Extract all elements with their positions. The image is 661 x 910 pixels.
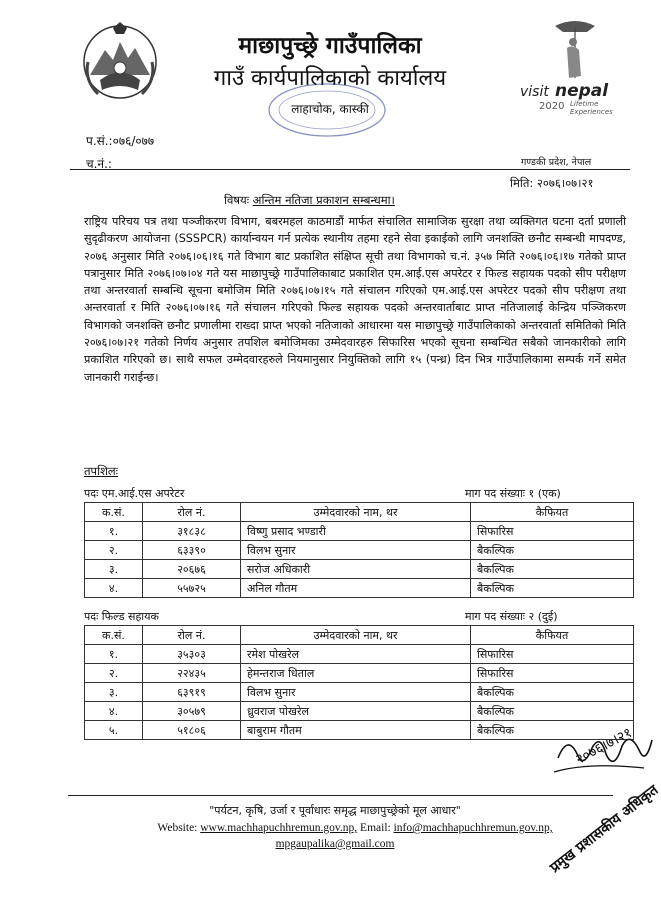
visit-logo-brand: visit	[520, 84, 549, 100]
header-divider	[70, 169, 630, 170]
cell-name: विष्णु प्रसाद भण्डारी	[241, 522, 471, 541]
website-link[interactable]: www.machhapuchhremun.gov.np,	[200, 822, 358, 834]
cell-remarks: सिफारिस	[471, 645, 634, 664]
cell-remarks: सिफारिस	[471, 522, 634, 541]
footer-motto: "पर्यटन, कृषि, उर्जा र पूर्वाधारः समृद्ध माछापुच्छ्रेको मूल आधार"	[209, 804, 461, 817]
cell-sn: ४.	[85, 579, 143, 598]
cell-sn: ३.	[85, 560, 143, 579]
letter-number: प.सं.:०७६/०७७	[86, 134, 155, 148]
subject-line	[224, 193, 395, 208]
cell-remarks: बैकल्पिक	[471, 560, 634, 579]
visit-logo-brand2: nepal	[555, 81, 609, 101]
cell-roll: ३५३०३	[143, 645, 241, 664]
cell-roll: २२४३५	[143, 664, 241, 683]
email2-link[interactable]: mpgaupalika@gmail.com	[275, 838, 395, 850]
footer-contact	[110, 822, 600, 834]
cell-name: बाबुराम गौतम	[241, 721, 471, 740]
cell-name: सरोज अधिकारी	[241, 560, 471, 579]
col-sn: क.सं.	[85, 626, 143, 645]
cell-remarks: सिफारिस	[471, 664, 634, 683]
footer-divider	[68, 795, 613, 796]
office-stamp	[265, 80, 390, 140]
visit-logo-tagline1: Lifetime	[570, 100, 599, 108]
table2-post-label: पदः फिल्ड सहायक	[84, 610, 159, 623]
table-field-assistant	[84, 625, 634, 740]
dispatch-number: च.नं.:	[86, 157, 112, 171]
col-name: उम्मेदवारको नाम, थर	[241, 626, 471, 645]
table1-demand-label: माग पद संख्याः १ (एक)	[465, 487, 561, 500]
cell-roll: ५५७२५	[143, 579, 241, 598]
cell-sn: ५.	[85, 721, 143, 740]
cell-roll: ६३३९०	[143, 541, 241, 560]
cell-sn: १.	[85, 645, 143, 664]
table-row	[85, 541, 634, 560]
table-row	[85, 664, 634, 683]
cell-remarks: बैकल्पिक	[471, 579, 634, 598]
col-sn: क.सं.	[85, 503, 143, 522]
visit-nepal-2020-logo	[515, 18, 635, 118]
cell-sn: ३.	[85, 683, 143, 702]
letter-date: मिति: २०७६।०७।२१	[510, 176, 594, 190]
cell-name: ध्रुवराज पोखरेल	[241, 702, 471, 721]
cell-name: विलभ सुनार	[241, 683, 471, 702]
body-paragraph: राष्ट्रिय परिचय पत्र तथा पञ्जीकरण विभाग, बबरमहल काठमाडौं मार्फत संचालित सामाजिक सुरक्षा तथा व्यक्तिगत घटना दर्ता प्रणाली सुदृढीकरण आयोजना (SSSPCR) कार्यान्वयन गर्न प्रत्येक स्थानीय तहमा रहने सेवा इकाईको लागि जनशक्ति छनौट सम्बन्धी मापदण्ड, २०७६ अनुसार मिति २०७६।०६।१६ गते विभाग बाट प्रकाशित संक्षिप्त सूची तथा विभागको च.नं. ३५७ मिति २०७६।०६।१७ गतेको प्राप्त पत्रानुसार मिति २०७६।०७।०४ गते यस माछापुच्छ्रे गाउँपालिकाबाट प्रकाशित एम.आई.एस अपरेटर र फिल्ड सहायक पदको सीप परीक्षण तथा अन्तरवार्ता सम्बन्धि सूचना बमोजिम मिति २०७६।०७।१५ गते संचालन गरिएको एम.आई.एस अपरेटर पदको सीप परीक्षण तथा अन्तरवार्ता र मिति २०७६।०७।१६ गते संचालन गरिएको फिल्ड सहायक पदको अन्तरवार्ताबाट प्राप्त नतिजालाई केन्द्रिय पञ्जिकरण विभागको जनशक्ति छनौट प्रणालीमा राख्दा प्राप्त भएको नतिजाको आधारमा यस माछापुच्छ्रे गाउँपालिकाको अन्तरवार्ता समितिको मिति २०७६।०७।२१ गतेको निर्णय अनुसार तपशिल बमोजिमका उम्मेदवारहरु सिफारिस भएको सूचना सम्बन्धित सबैको जानकारीको लागि प्रकाशित गरिएको छ। साथै सफल उम्मेदवारहरुले नियमानुसार नियुक्तिको लागि १५ (पन्ध्र) दिन भित्र गाउँपालिकामा सम्पर्क गर्ने समेत जानकारी गराईन्छ।	[84, 215, 626, 384]
table-row	[85, 522, 634, 541]
email-link[interactable]: info@machhapuchhremun.gov.np,	[393, 822, 553, 834]
col-remarks: कैफियत	[471, 503, 634, 522]
table-row	[85, 560, 634, 579]
table-row	[85, 702, 634, 721]
signature-date: २०७६।७।२१	[572, 724, 635, 768]
table-row	[85, 645, 634, 664]
cell-sn: १.	[85, 522, 143, 541]
table2-demand-label: माग पद संख्याः २ (दुई)	[465, 610, 558, 623]
cell-sn: २.	[85, 541, 143, 560]
cell-roll: २०६७६	[143, 560, 241, 579]
cell-sn: ४.	[85, 702, 143, 721]
table-mis-operator	[84, 502, 634, 598]
cell-name: हेमन्तराज धिताल	[241, 664, 471, 683]
col-name: उम्मेदवारको नाम, थर	[241, 503, 471, 522]
table1-post-label: पदः एम.आई.एस अपरेटर	[84, 487, 185, 500]
cell-sn: २.	[85, 664, 143, 683]
cell-remarks: बैकल्पिक	[471, 541, 634, 560]
table-header-row	[85, 503, 634, 522]
col-roll: रोल नं.	[143, 626, 241, 645]
col-roll: रोल नं.	[143, 503, 241, 522]
cell-remarks: बैकल्पिक	[471, 721, 634, 740]
office-location: लाहाचोक, कास्की	[291, 102, 369, 116]
subject-text: अन्तिम नतिजा प्रकाशन सम्बन्धमा।	[252, 193, 395, 207]
cell-remarks: बैकल्पिक	[471, 702, 634, 721]
cell-roll: ६३९१९	[143, 683, 241, 702]
table-row	[85, 579, 634, 598]
col-remarks: कैफियत	[471, 626, 634, 645]
cell-remarks: बैकल्पिक	[471, 683, 634, 702]
table-row	[85, 683, 634, 702]
province-label: गण्डकी प्रदेश, नेपाल	[521, 157, 592, 168]
office-subtitle: गाउँ कार्यपालिकाको कार्यालय	[213, 66, 447, 91]
visit-logo-tagline2: Experiences	[570, 108, 613, 116]
visit-logo-year: 2020	[539, 101, 565, 112]
tapsil-label: तपशिलः	[84, 464, 119, 478]
email-label: Email:	[357, 822, 394, 834]
signatory-title: प्रमुख प्रशासकीय अधिकृत	[547, 782, 661, 877]
cell-name: विलभ सुनार	[241, 541, 471, 560]
cell-roll: ३१८३८	[143, 522, 241, 541]
cell-roll: ५१८०६	[143, 721, 241, 740]
table-header-row	[85, 626, 634, 645]
cell-name: अनिल गौतम	[241, 579, 471, 598]
subject-prefix: विषयः	[224, 193, 253, 207]
website-label: Website:	[157, 822, 201, 834]
cell-name: रमेश पोखरेल	[241, 645, 471, 664]
municipality-title: माछापुच्छ्रे गाउँपालिका	[238, 33, 422, 59]
footer-email2	[100, 838, 570, 850]
cell-roll: ३०५७९	[143, 702, 241, 721]
